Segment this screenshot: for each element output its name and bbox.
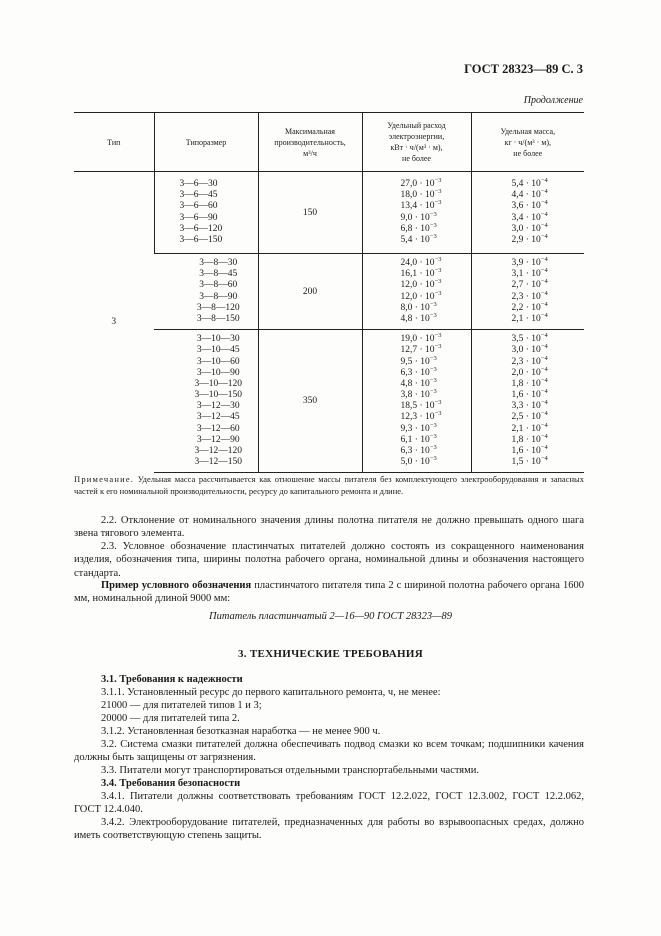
energy-value: $27,0 \cdot 10^{-3}$ <box>400 176 442 189</box>
energy-value: $8,0 \cdot 10^{-3}$ <box>400 300 437 313</box>
energy-cell <box>362 172 471 254</box>
mass-cell <box>471 172 584 254</box>
energy-value: $5,0 \cdot 10^{-3}$ <box>400 455 437 468</box>
size-value: 3—8—120 <box>196 302 240 313</box>
mass-value: $2,5 \cdot 10^{-4}$ <box>511 410 548 423</box>
type-cell: 3 <box>111 317 117 328</box>
energy-value: $6,8 \cdot 10^{-3}$ <box>400 221 437 234</box>
energy-value: $4,8 \cdot 10^{-3}$ <box>400 376 437 389</box>
table-row <box>74 172 584 254</box>
example-paragraph <box>74 579 584 606</box>
energy-value: $13,4 \cdot 10^{-3}$ <box>400 199 442 212</box>
specification-table <box>74 112 584 473</box>
note-text: Удельная масса рассчитывается как отношение массы питателя без комплектующего электрооборудования и запасных частей к его номинальной производительности, ресурсу до капитального ремонта и длине. <box>74 474 584 496</box>
paragraph-2-3: 2.3. Условное обозначение пластинчатых питателей должно состоять из сокращенного наименования изделия, обозначения типа, ширины полотна рабочего органа, номинальной длины и обозначения настоящего стандарта. <box>74 541 584 579</box>
heading-3-1: 3.1. Требования к надежности <box>101 674 243 685</box>
mass-value: $1,8 \cdot 10^{-4}$ <box>511 432 548 445</box>
paragraph-3-1-2: 3.1.2. Установленная безотказная наработка — не менее 900 ч. <box>101 726 381 737</box>
resource-line-1: 21000 — для питателей типов 1 и 3; <box>101 700 262 711</box>
energy-value: $19,0 \cdot 10^{-3}$ <box>400 332 442 345</box>
size-value: 3—12—120 <box>194 446 242 456</box>
energy-value: $3,8 \cdot 10^{-3}$ <box>400 388 437 401</box>
size-value: 3—10—150 <box>194 390 242 401</box>
energy-value: $6,3 \cdot 10^{-3}$ <box>400 365 437 378</box>
col-header-mass: Удельная масса, кг · ч/(м³ · м), не более <box>471 113 584 172</box>
energy-value: $9,3 \cdot 10^{-3}$ <box>400 421 437 434</box>
size-value: 3—12—45 <box>196 412 240 423</box>
mass-value: $2,3 \cdot 10^{-4}$ <box>511 289 548 302</box>
heading-3-4: 3.4. Требования безопасности <box>101 778 241 789</box>
mass-cell <box>471 254 584 330</box>
mass-cell <box>471 330 584 473</box>
mass-value: $5,4 \cdot 10^{-4}$ <box>511 176 548 189</box>
paragraph-3-4-2: 3.4.2. Электрооборудование питателей, предназначенных для работы во взрывоопасных средах, должно иметь соответствующую степень защиты. <box>74 817 584 842</box>
size-value: 3—8—45 <box>199 269 238 280</box>
size-value: 3—6—90 <box>179 212 218 223</box>
size-value: 3—12—30 <box>196 401 240 412</box>
size-value: 3—10—45 <box>196 345 240 356</box>
energy-value: $6,1 \cdot 10^{-3}$ <box>400 432 437 445</box>
mass-value: $3,9 \cdot 10^{-4}$ <box>511 256 548 268</box>
size-value: 3—10—120 <box>194 378 242 389</box>
size-value: 3—10—90 <box>196 367 240 378</box>
continuation-label: Продолжение <box>523 95 583 106</box>
productivity-cell: 200 <box>258 254 362 330</box>
size-value: 3—8—60 <box>199 280 238 291</box>
paragraph-3-2: 3.2. Система смазки питателей должна обеспечивать подвод смазки ко всем точкам; подшипники качения должны быть защищены от загрязнения. <box>74 739 584 764</box>
energy-value: $16,1 \cdot 10^{-3}$ <box>400 267 442 280</box>
energy-value: $6,3 \cdot 10^{-3}$ <box>400 444 437 456</box>
mass-value: $2,1 \cdot 10^{-4}$ <box>511 311 548 324</box>
mass-value: $1,8 \cdot 10^{-4}$ <box>511 376 548 389</box>
paragraph-3-3: 3.3. Питатели могут транспортироваться отдельными транспортабельными частями. <box>101 765 480 776</box>
energy-value: $9,0 \cdot 10^{-3}$ <box>400 210 437 223</box>
size-value: 3—10—60 <box>196 356 240 367</box>
note-label: Примечание. <box>74 474 135 484</box>
mass-value: $3,0 \cdot 10^{-4}$ <box>511 343 548 356</box>
mass-value: $1,6 \cdot 10^{-4}$ <box>511 388 548 401</box>
energy-cell <box>362 330 471 473</box>
mass-value: $3,5 \cdot 10^{-4}$ <box>511 332 548 345</box>
energy-value: $12,3 \cdot 10^{-3}$ <box>400 410 442 423</box>
size-value: 3—6—150 <box>179 234 223 245</box>
table-body <box>74 172 584 473</box>
paragraph-3-4-1: 3.4.1. Питатели должны соответствовать требованиям ГОСТ 12.2.022, ГОСТ 12.3.002, ГОСТ 12.2.062, ГОСТ 12.4.040. <box>74 791 584 816</box>
page-header: ГОСТ 28323—89 С. 3 <box>464 62 583 76</box>
mass-value: $2,9 \cdot 10^{-4}$ <box>511 232 548 245</box>
mass-value: $2,3 \cdot 10^{-4}$ <box>511 354 548 367</box>
energy-value: $18,0 \cdot 10^{-3}$ <box>400 188 442 201</box>
size-cell <box>154 254 258 330</box>
energy-value: $12,0 \cdot 10^{-3}$ <box>400 289 442 302</box>
paragraph-2-2: 2.2. Отклонение от номинального значения длины полотна питателя не должно превышать одного шага звена тягового элемента. <box>74 515 584 540</box>
energy-value: $18,5 \cdot 10^{-3}$ <box>400 399 442 412</box>
paragraph-3-1-1: 3.1.1. Установленный ресурс до первого капитального ремонта, ч, не менее: <box>101 687 441 698</box>
mass-value: $2,2 \cdot 10^{-4}$ <box>511 300 548 313</box>
size-value: 3—6—60 <box>179 201 218 212</box>
size-cell <box>154 330 258 473</box>
size-value: 3—12—60 <box>196 423 240 434</box>
mass-value: $3,0 \cdot 10^{-4}$ <box>511 221 548 234</box>
example-designation: Питатель пластинчатый 2—16—90 ГОСТ 28323—89 <box>208 611 452 622</box>
mass-value: $1,6 \cdot 10^{-4}$ <box>511 444 548 456</box>
example-text: пластинчатого питателя типа 2 с шириной полотна рабочего органа 1600 мм, номинальной длиной 9000 мм: <box>74 580 584 605</box>
resource-line-2: 20000 — для питателей типа 2. <box>101 713 240 724</box>
size-value: 3—6—120 <box>179 223 223 234</box>
mass-value: $3,4 \cdot 10^{-4}$ <box>511 210 548 223</box>
size-value: 3—6—30 <box>179 178 218 189</box>
size-value: 3—8—30 <box>199 258 238 268</box>
example-lead: Пример условного обозначения <box>101 580 252 591</box>
energy-value: $5,4 \cdot 10^{-3}$ <box>400 232 437 245</box>
col-header-energy: Удельный расход электроэнергии, кВт · ч/(м³ · м), не более <box>362 113 471 172</box>
mass-value: $3,1 \cdot 10^{-4}$ <box>511 267 548 280</box>
mass-value: $2,7 \cdot 10^{-4}$ <box>511 278 548 291</box>
col-header-type: Тип <box>74 113 154 172</box>
energy-value: $9,5 \cdot 10^{-3}$ <box>400 354 437 367</box>
energy-value: $12,7 \cdot 10^{-3}$ <box>400 343 442 356</box>
table-header-row <box>74 113 584 172</box>
mass-value: $1,5 \cdot 10^{-4}$ <box>511 455 548 468</box>
energy-value: $24,0 \cdot 10^{-3}$ <box>400 256 442 268</box>
mass-value: $2,0 \cdot 10^{-4}$ <box>511 365 548 378</box>
table-note <box>74 473 584 497</box>
size-value: 3—6—45 <box>179 190 218 201</box>
energy-value: $12,0 \cdot 10^{-3}$ <box>400 278 442 291</box>
mass-value: $3,6 \cdot 10^{-4}$ <box>511 199 548 212</box>
mass-value: $2,1 \cdot 10^{-4}$ <box>511 421 548 434</box>
size-value: 3—8—150 <box>196 313 240 324</box>
col-header-productivity: Максимальная производительность, м³/ч <box>258 113 362 172</box>
size-value: 3—12—150 <box>194 457 242 468</box>
size-value: 3—10—30 <box>196 334 240 345</box>
size-cell <box>154 172 258 254</box>
productivity-cell: 150 <box>258 172 362 254</box>
mass-value: $4,4 \cdot 10^{-4}$ <box>511 188 548 201</box>
energy-cell <box>362 254 471 330</box>
section-3-title: 3. ТЕХНИЧЕСКИЕ ТРЕБОВАНИЯ <box>238 648 423 660</box>
col-header-size: Типоразмер <box>154 113 258 172</box>
size-value: 3—8—90 <box>199 291 238 302</box>
energy-value: $4,8 \cdot 10^{-3}$ <box>400 311 437 324</box>
mass-value: $3,3 \cdot 10^{-4}$ <box>511 399 548 412</box>
size-value: 3—12—90 <box>196 434 240 445</box>
productivity-cell: 350 <box>258 330 362 473</box>
